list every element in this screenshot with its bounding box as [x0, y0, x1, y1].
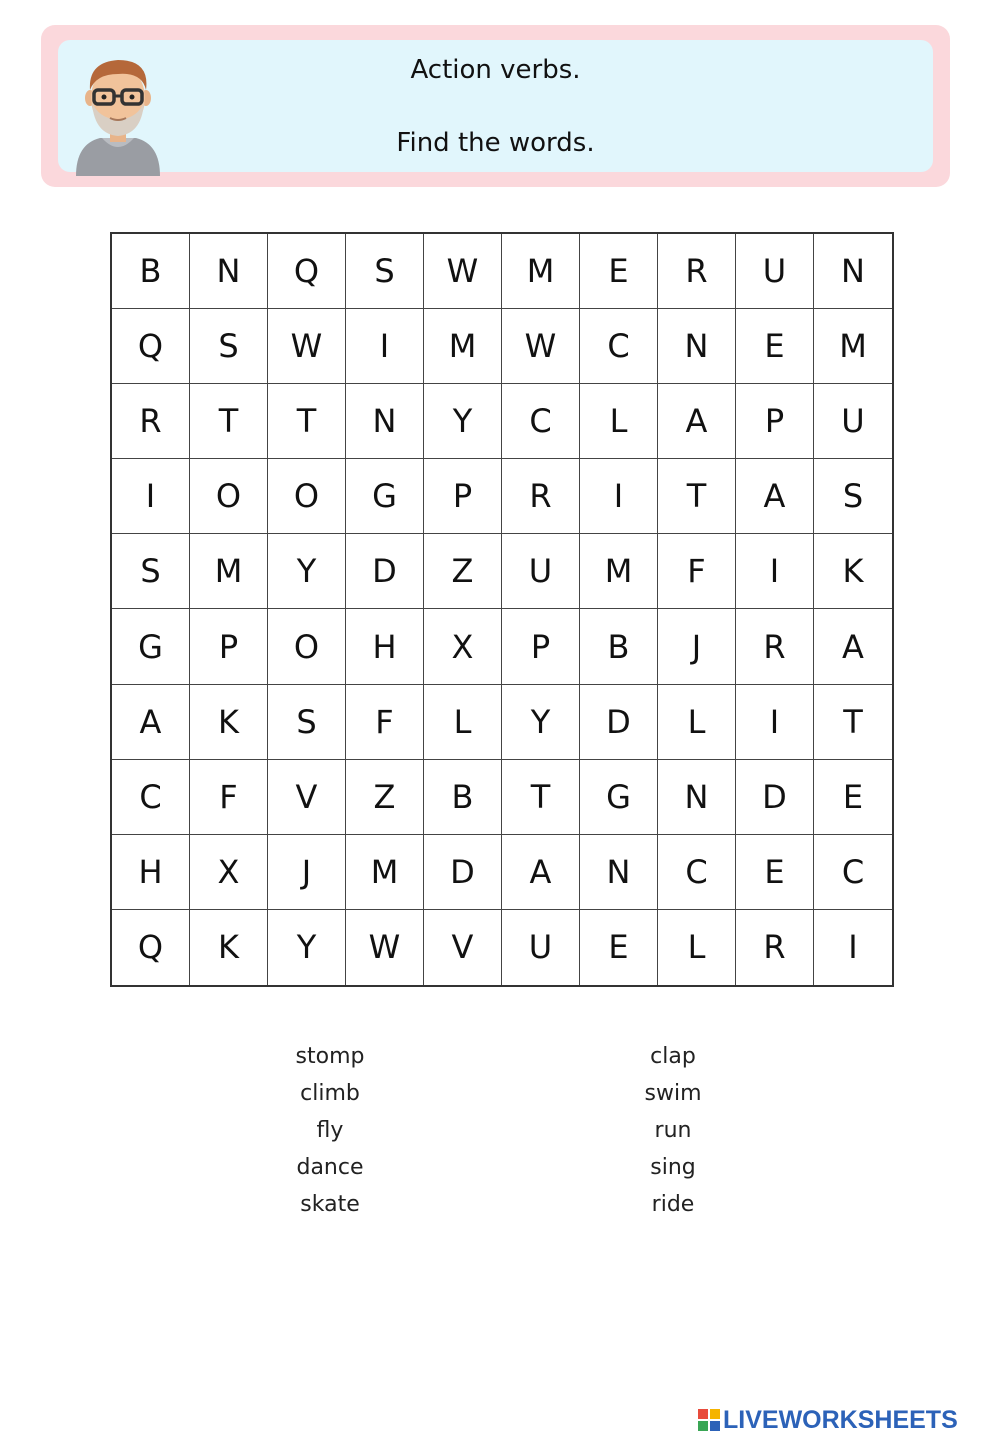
word-list-item: ride: [651, 1192, 695, 1217]
grid-cell[interactable]: A: [658, 384, 736, 459]
grid-cell[interactable]: N: [814, 234, 892, 309]
grid-cell[interactable]: A: [814, 609, 892, 684]
grid-cell[interactable]: W: [346, 910, 424, 985]
grid-cell[interactable]: L: [580, 384, 658, 459]
grid-cell[interactable]: I: [346, 309, 424, 384]
grid-cell[interactable]: T: [658, 459, 736, 534]
grid-cell[interactable]: N: [658, 760, 736, 835]
grid-cell[interactable]: K: [814, 534, 892, 609]
grid-cell[interactable]: H: [346, 609, 424, 684]
grid-cell[interactable]: P: [424, 459, 502, 534]
grid-cell[interactable]: N: [190, 234, 268, 309]
grid-cell[interactable]: M: [580, 534, 658, 609]
grid-cell[interactable]: Q: [112, 309, 190, 384]
grid-cell[interactable]: F: [658, 534, 736, 609]
grid-cell[interactable]: M: [814, 309, 892, 384]
grid-cell[interactable]: C: [658, 835, 736, 910]
grid-cell[interactable]: N: [658, 309, 736, 384]
grid-cell[interactable]: D: [580, 685, 658, 760]
grid-cell[interactable]: X: [424, 609, 502, 684]
grid-cell[interactable]: L: [424, 685, 502, 760]
grid-cell[interactable]: P: [736, 384, 814, 459]
grid-cell[interactable]: B: [580, 609, 658, 684]
grid-cell[interactable]: O: [268, 609, 346, 684]
grid-cell[interactable]: Z: [424, 534, 502, 609]
grid-cell[interactable]: Q: [112, 910, 190, 985]
grid-cell[interactable]: D: [346, 534, 424, 609]
grid-cell[interactable]: I: [580, 459, 658, 534]
word-list-left: [230, 1038, 430, 1223]
grid-cell[interactable]: G: [346, 459, 424, 534]
grid-cell[interactable]: S: [112, 534, 190, 609]
word-list-item: fly: [316, 1118, 344, 1143]
grid-cell[interactable]: C: [580, 309, 658, 384]
grid-cell[interactable]: I: [112, 459, 190, 534]
grid-cell[interactable]: C: [112, 760, 190, 835]
grid-cell[interactable]: U: [736, 234, 814, 309]
grid-cell[interactable]: S: [268, 685, 346, 760]
grid-cell[interactable]: C: [814, 835, 892, 910]
grid-cell[interactable]: U: [502, 910, 580, 985]
worksheet-title: Action verbs.: [410, 55, 581, 85]
grid-cell[interactable]: E: [580, 234, 658, 309]
grid-cell[interactable]: N: [580, 835, 658, 910]
grid-cell[interactable]: R: [502, 459, 580, 534]
word-list-item: skate: [300, 1192, 360, 1217]
grid-cell[interactable]: W: [268, 309, 346, 384]
grid-cell[interactable]: S: [814, 459, 892, 534]
grid-cell[interactable]: M: [502, 234, 580, 309]
grid-cell[interactable]: D: [736, 760, 814, 835]
grid-cell[interactable]: V: [424, 910, 502, 985]
grid-cell[interactable]: F: [346, 685, 424, 760]
grid-cell[interactable]: T: [502, 760, 580, 835]
word-search-grid: [110, 232, 894, 987]
grid-cell[interactable]: I: [848, 928, 858, 967]
grid-cell[interactable]: A: [736, 459, 814, 534]
grid-cell[interactable]: S: [346, 234, 424, 309]
grid-cell[interactable]: B: [424, 760, 502, 835]
grid-cell[interactable]: R: [658, 234, 736, 309]
grid-cell[interactable]: K: [190, 910, 268, 985]
grid-cell[interactable]: Y: [502, 685, 580, 760]
grid-cell[interactable]: W: [424, 234, 502, 309]
grid-cell[interactable]: X: [190, 835, 268, 910]
grid-cell[interactable]: I: [736, 534, 814, 609]
word-list-item: dance: [296, 1155, 364, 1180]
footer-logo[interactable]: [698, 1402, 958, 1438]
grid-cell[interactable]: Q: [268, 234, 346, 309]
word-list-item: clap: [650, 1044, 696, 1069]
grid-cell[interactable]: Y: [268, 910, 346, 985]
grid-cell[interactable]: T: [814, 685, 892, 760]
word-list-item: stomp: [295, 1044, 365, 1069]
liveworksheets-logo-icon: [698, 1409, 720, 1431]
word-list-item: run: [654, 1118, 692, 1143]
grid-cell[interactable]: M: [346, 835, 424, 910]
word-list-item: climb: [300, 1081, 360, 1106]
grid-cell[interactable]: E: [736, 835, 814, 910]
grid-cell[interactable]: I: [736, 685, 814, 760]
grid-cell[interactable]: N: [346, 384, 424, 459]
grid-cell[interactable]: J: [268, 835, 346, 910]
grid-cell[interactable]: G: [580, 760, 658, 835]
grid-cell[interactable]: G: [112, 609, 190, 684]
grid-cell[interactable]: Z: [346, 760, 424, 835]
grid-cell[interactable]: T: [190, 384, 268, 459]
grid-cell[interactable]: T: [268, 384, 346, 459]
logo-text: LIVEWORKSHEETS: [723, 1405, 958, 1434]
grid-cell[interactable]: C: [502, 384, 580, 459]
grid-cell[interactable]: L: [658, 685, 736, 760]
grid-cell[interactable]: Y: [268, 534, 346, 609]
grid-cell[interactable]: S: [190, 309, 268, 384]
word-list-item: swim: [644, 1081, 702, 1106]
grid-cell[interactable]: O: [190, 459, 268, 534]
grid-cell[interactable]: R: [112, 384, 190, 459]
grid-cell[interactable]: E: [736, 309, 814, 384]
grid-cell[interactable]: V: [268, 760, 346, 835]
grid-cell[interactable]: E: [580, 910, 658, 985]
grid-cell[interactable]: M: [424, 309, 502, 384]
word-list-right: [573, 1038, 773, 1223]
word-list-item: sing: [650, 1155, 696, 1180]
grid-cell[interactable]: P: [502, 609, 580, 684]
grid-cell[interactable]: U: [814, 384, 892, 459]
grid-cell[interactable]: E: [814, 760, 892, 835]
grid-cell[interactable]: F: [190, 760, 268, 835]
grid-cell[interactable]: P: [190, 609, 268, 684]
worksheet-instruction: Find the words.: [396, 128, 595, 158]
grid-cell[interactable]: D: [424, 835, 502, 910]
grid-cell[interactable]: J: [658, 609, 736, 684]
grid-cell[interactable]: K: [190, 685, 268, 760]
grid-cell[interactable]: O: [268, 459, 346, 534]
grid-cell[interactable]: R: [736, 609, 814, 684]
grid-cell[interactable]: M: [190, 534, 268, 609]
grid-cell[interactable]: R: [736, 910, 814, 985]
grid-cell[interactable]: Y: [424, 384, 502, 459]
grid-cell[interactable]: W: [502, 309, 580, 384]
grid-cell[interactable]: A: [502, 835, 580, 910]
grid-cell[interactable]: L: [658, 910, 736, 985]
grid-cell[interactable]: B: [112, 234, 190, 309]
grid-cell[interactable]: A: [112, 685, 190, 760]
grid-cell[interactable]: H: [112, 835, 190, 910]
grid-cell[interactable]: U: [502, 534, 580, 609]
